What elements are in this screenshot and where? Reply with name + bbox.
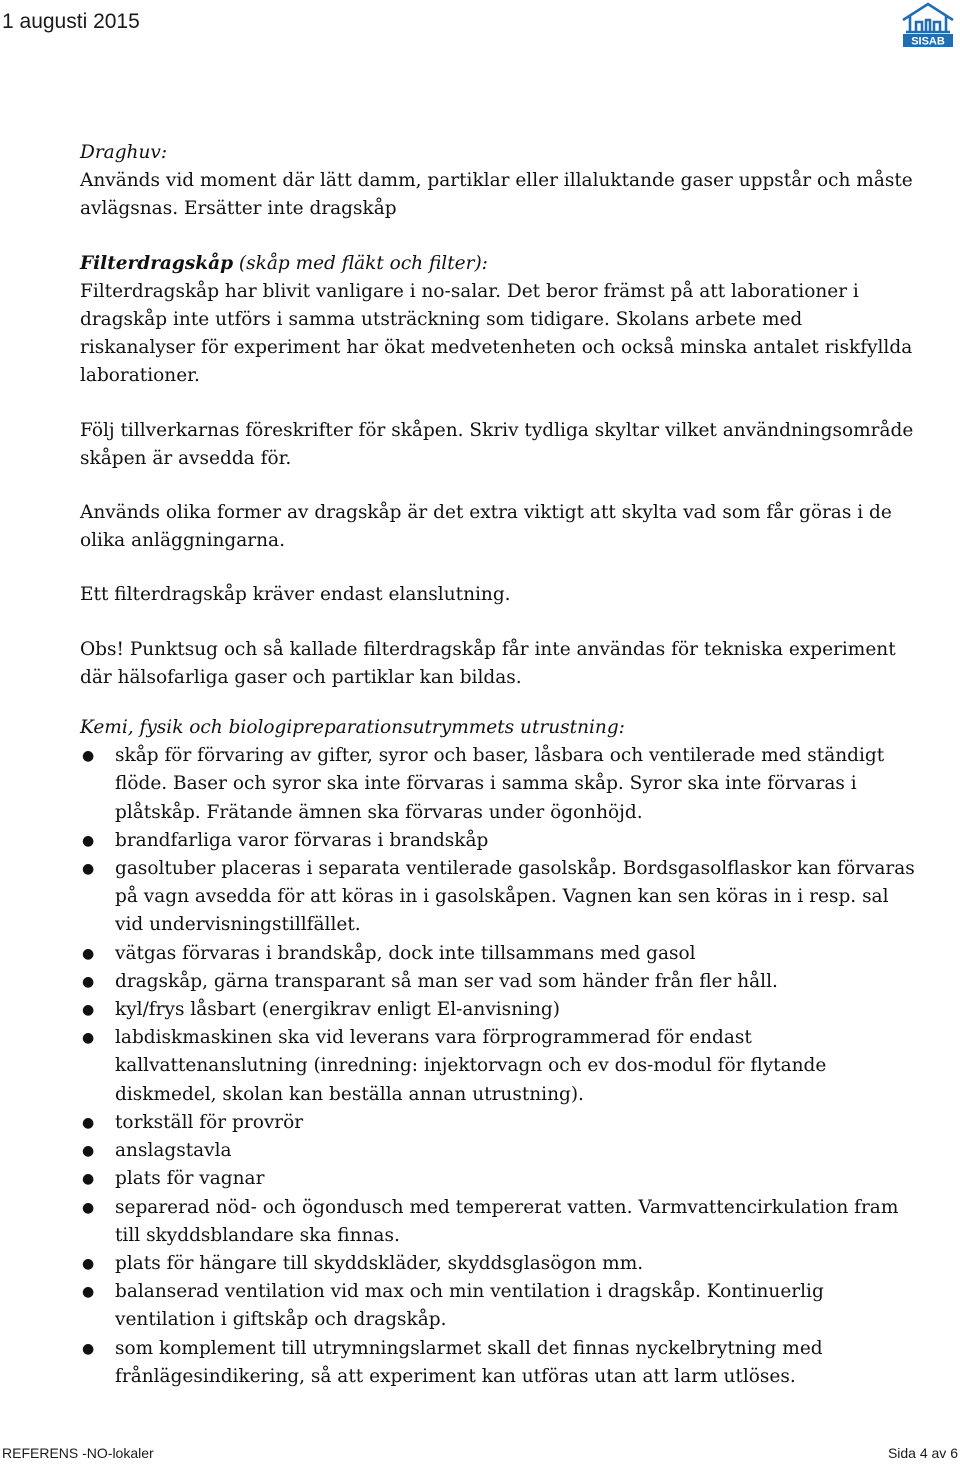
equipment-list-item bbox=[80, 1194, 915, 1250]
bullet-icon: ● bbox=[82, 1340, 95, 1357]
filterdragskap-section bbox=[80, 250, 915, 391]
draghuv-heading: Draghuv: bbox=[80, 142, 168, 163]
bullet-icon: ● bbox=[82, 1199, 95, 1216]
equipment-item-text: skåp för förvaring av gifter, syror och baser, låsbara och ventilerade med ständigt flöde. Baser och syror ska inte förvaras i samma skåp. Syror ska inte förvaras i plåtskåp. Frätande ämnen ska förvaras under ögonhöjd. bbox=[115, 745, 885, 823]
equipment-item-text: som komplement till utrymningslarmet skall det finnas nyckelbrytning med frånlägesindikering, så att experiment kan utföras utan att larm utlöses. bbox=[115, 1337, 823, 1387]
equipment-item-text: plats för vagnar bbox=[115, 1168, 265, 1190]
bullet-icon: ● bbox=[82, 973, 95, 990]
document-body bbox=[80, 139, 915, 1391]
equipment-list-item bbox=[80, 742, 915, 827]
equipment-list-item bbox=[80, 968, 915, 996]
sisab-logo bbox=[898, 0, 958, 48]
equipment-list-item bbox=[80, 1024, 915, 1109]
header-date: 1 augusti 2015 bbox=[2, 10, 140, 33]
svg-text:SISAB: SISAB bbox=[911, 35, 945, 48]
equipment-heading: Kemi, fysik och biologipreparationsutrymmets utrustning: bbox=[80, 717, 625, 739]
footer-reference: REFERENS -NO-lokaler bbox=[2, 1445, 154, 1461]
bullet-icon: ● bbox=[82, 1171, 95, 1188]
equipment-item-text: vätgas förvaras i brandskåp, dock inte tillsammans med gasol bbox=[115, 942, 696, 964]
equipment-list-item bbox=[80, 1278, 915, 1334]
equipment-list-item bbox=[80, 1165, 915, 1193]
equipment-item-text: anslagstavla bbox=[115, 1140, 232, 1162]
bullet-icon: ● bbox=[82, 1030, 95, 1047]
equipment-item-text: brandfarliga varor förvaras i brandskåp bbox=[115, 829, 489, 851]
bullet-icon: ● bbox=[82, 1002, 95, 1019]
bullet-icon: ● bbox=[82, 832, 95, 849]
equipment-item-text: dragskåp, gärna transparant så man ser vad som händer från fler håll. bbox=[115, 970, 778, 992]
equipment-item-text: labdiskmaskinen ska vid leverans vara förprogrammerad för endast kallvattenanslutning (inredning: injektorvagn och ev dos-modul för flytande diskmedel, skolan kan beställa annan utrustning). bbox=[115, 1027, 827, 1105]
filterdragskap-text: Filterdragskåp har blivit vanligare i no-salar. Det beror främst på att laborationer i dragskåp inte utförs i samma utsträckning som tidigare. Skolans arbete med riskanalyser för experiment har ökat medvetenheten och också minska antalet riskfyllda laborationer. bbox=[80, 280, 913, 387]
equipment-list-item bbox=[80, 1109, 915, 1137]
equipment-list-item bbox=[80, 1335, 915, 1391]
bullet-icon: ● bbox=[82, 1143, 95, 1160]
equipment-list-item bbox=[80, 940, 915, 968]
equipment-item-text: separerad nöd- och ögondusch med tempererat vatten. Varmvattencirkulation fram till skyddsblandare ska finnas. bbox=[115, 1196, 899, 1246]
bullet-icon: ● bbox=[82, 748, 95, 765]
footer-page-number: Sida 4 av 6 bbox=[887, 1445, 958, 1461]
filterdragskap-heading: Filterdragskåp bbox=[80, 252, 234, 274]
bullet-icon: ● bbox=[82, 1114, 95, 1131]
draghuv-text: Används vid moment där lätt damm, partiklar eller illaluktande gaser uppstår och måste avlägsnas. Ersätter inte dragskåp bbox=[80, 170, 913, 220]
bullet-icon: ● bbox=[82, 1284, 95, 1301]
equipment-item-text: kyl/frys låsbart (energikrav enligt El-anvisning) bbox=[115, 999, 560, 1021]
draghuv-section bbox=[80, 139, 915, 224]
equipment-item-text: balanserad ventilation vid max och min ventilation i dragskåp. Kontinuerlig ventilation i giftskåp och dragskåp. bbox=[115, 1281, 824, 1331]
obs-text: Obs! Punktsug och så kallade filterdragskåp får inte användas för tekniska experiment där hälsofarliga gaser och partiklar kan bildas. bbox=[80, 638, 896, 688]
equipment-list-item bbox=[80, 1137, 915, 1165]
equipment-item-text: plats för hängare till skyddskläder, skyddsglasögon mm. bbox=[115, 1252, 644, 1274]
follow-instructions-text: Följ tillverkarnas föreskrifter för skåpen. Skriv tydliga skyltar vilket användningsområde skåpen är avsedda för. bbox=[80, 419, 914, 469]
bullet-icon: ● bbox=[82, 861, 95, 878]
equipment-item-text: gasoltuber placeras i separata ventilerade gasolskåp. Bordsgasolflaskor kan förvaras på vagn avsedda för att köras in i gasolskåpen. Vagnen kan sen köras in i resp. sal vid undervisningstillfället. bbox=[115, 858, 915, 936]
forms-text: Används olika former av dragskåp är det extra viktigt att skylta vad som får göras i de olika anläggningarna. bbox=[80, 502, 892, 552]
equipment-list-item bbox=[80, 1250, 915, 1278]
equipment-list-item bbox=[80, 996, 915, 1024]
bullet-icon: ● bbox=[82, 1255, 95, 1272]
bullet-icon: ● bbox=[82, 945, 95, 962]
filterdragskap-heading-rest: (skåp med fläkt och filter): bbox=[233, 252, 488, 274]
equipment-item-text: torkställ för provrör bbox=[115, 1111, 304, 1133]
equipment-list-item bbox=[80, 855, 915, 940]
equipment-list bbox=[80, 742, 915, 1391]
equipment-list-item bbox=[80, 827, 915, 855]
connection-text: Ett filterdragskåp kräver endast elanslutning. bbox=[80, 584, 511, 606]
